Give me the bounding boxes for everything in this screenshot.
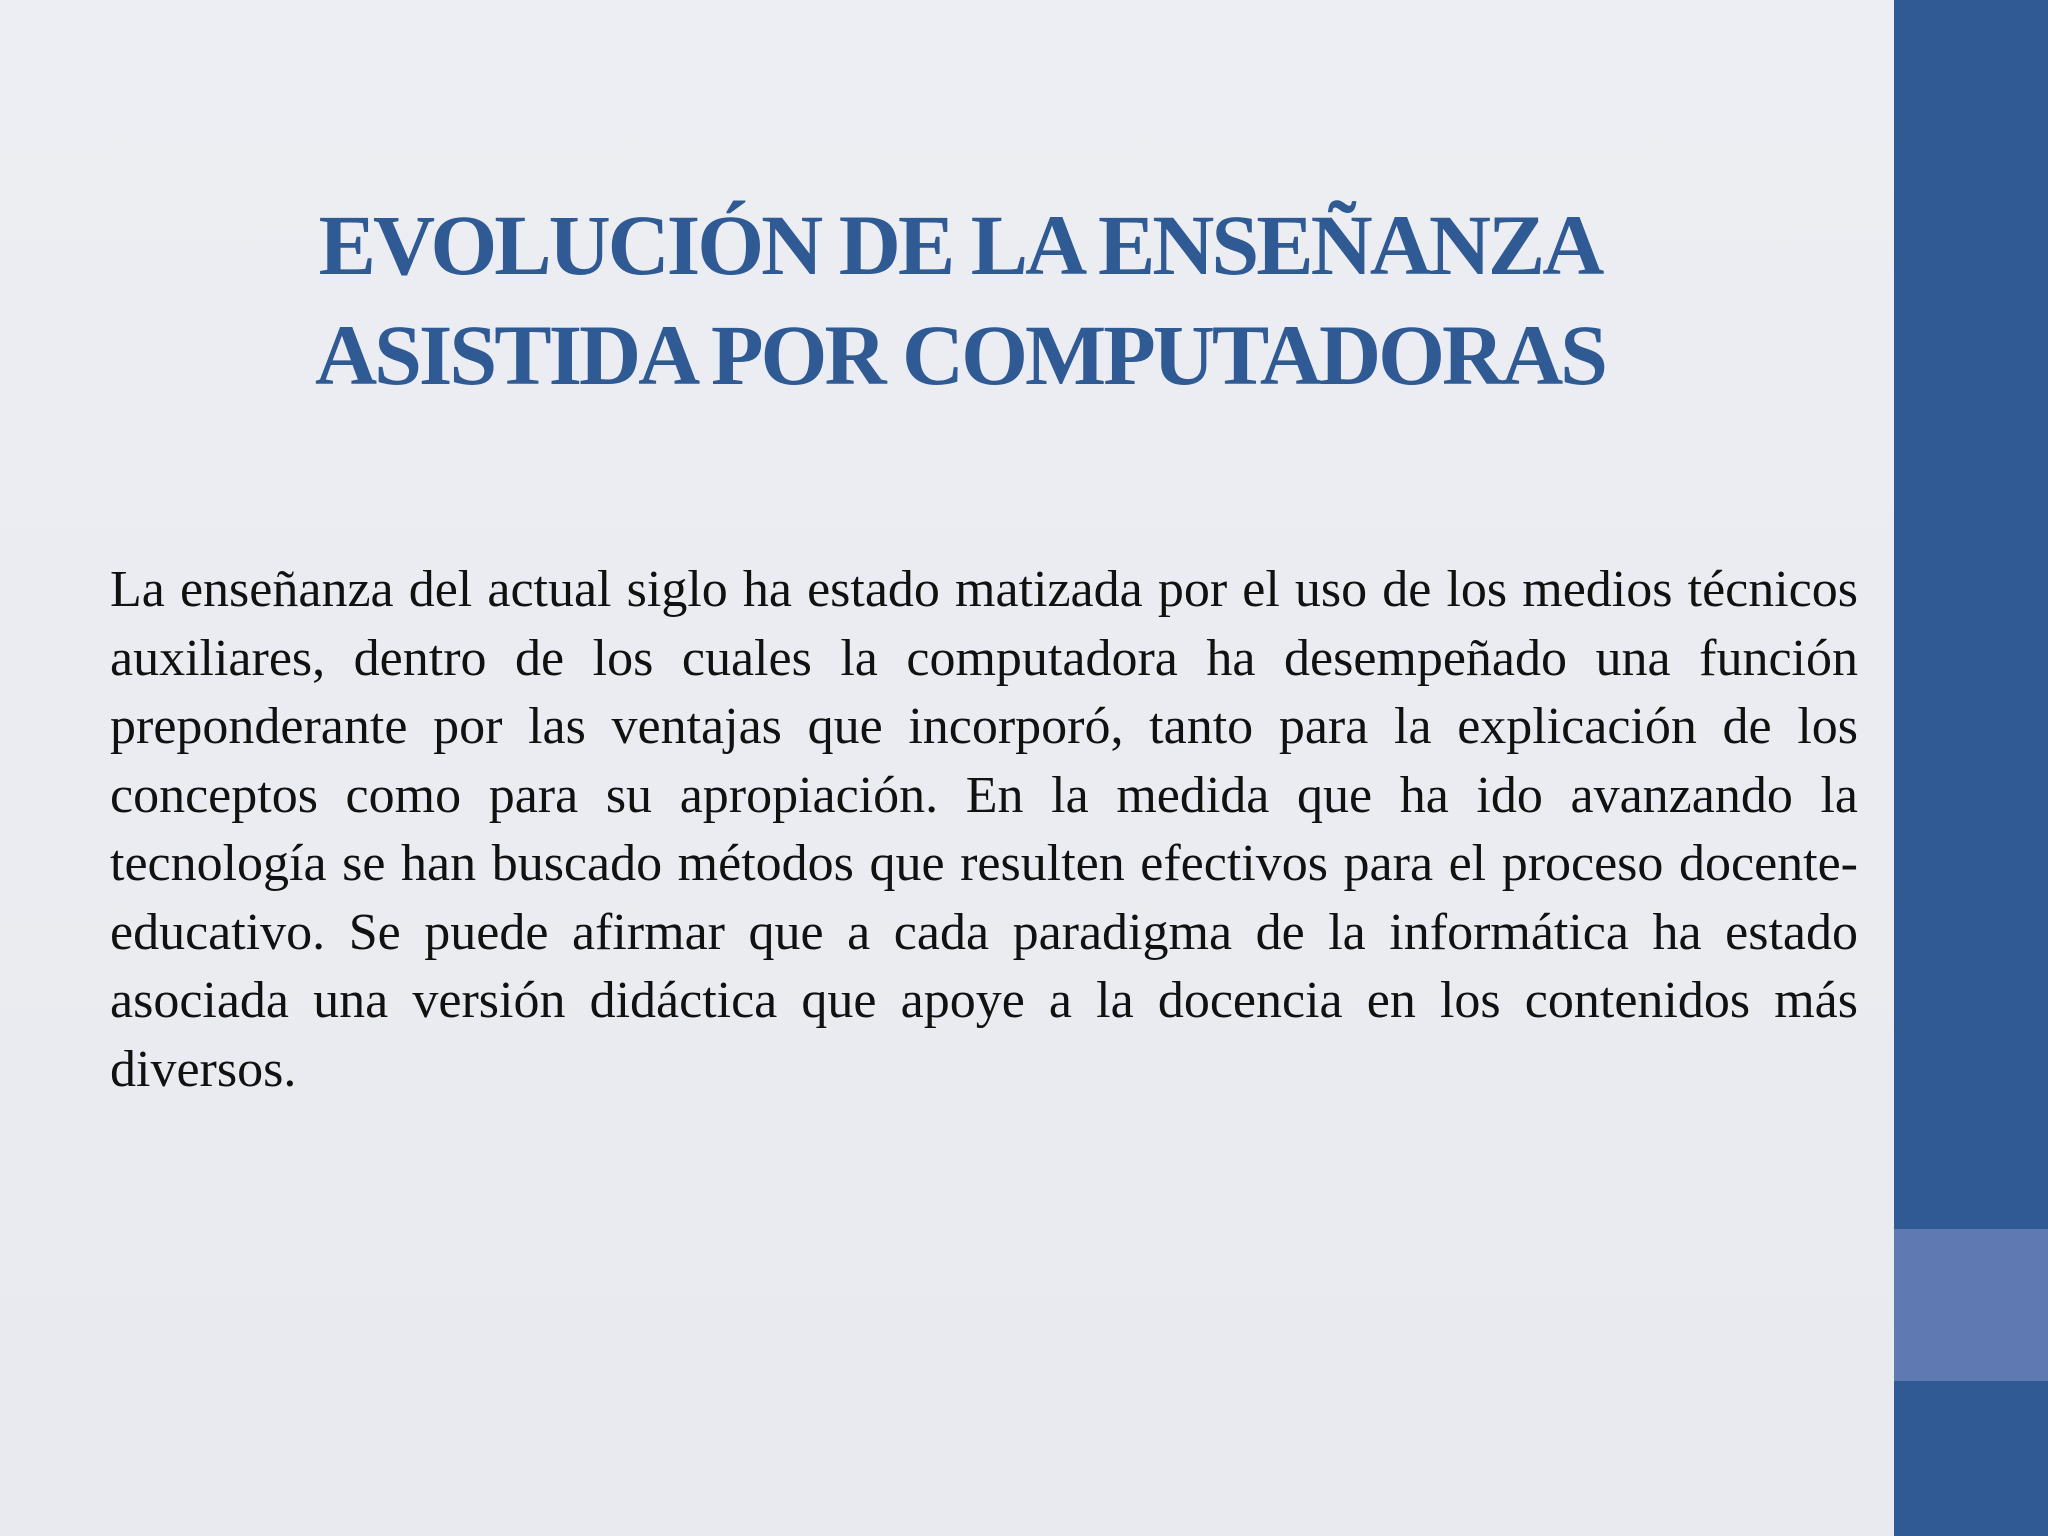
side-decor-accent xyxy=(1894,1229,2048,1381)
slide-title-line-2: ASISTIDA POR COMPUTADORAS xyxy=(315,307,1605,403)
slide-title-line-1: EVOLUCIÓN DE LA ENSEÑANZA xyxy=(318,197,1602,293)
slide-body-paragraph: La enseñanza del actual siglo ha estado matizada por el uso de los medios técnicos auxiliares, dentro de los cuales la computadora ha desempeñado una función preponderante por las ventajas que incorporó, tanto para la explicación de los conceptos como para su apropiación. En la medida que ha ido avanzando la tecnología se han buscado métodos que resulten efectivos para el proceso docente-educativo. Se puede afirmar que a cada paradigma de la informática ha estado asociada una versión didáctica que apoye a la docencia en los contenidos más diversos. xyxy=(110,561,1858,1098)
slide-title xyxy=(140,190,1780,410)
